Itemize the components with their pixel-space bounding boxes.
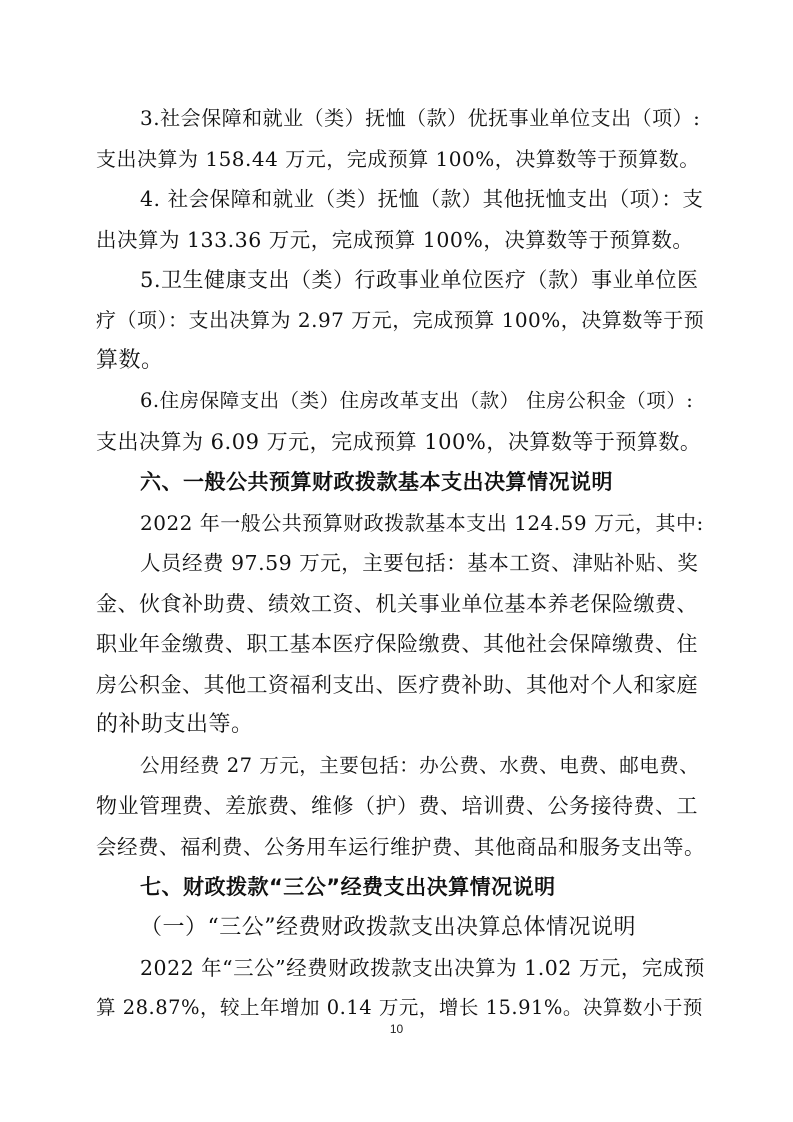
paragraph-line: 3.社会保障和就业（类）抚恤（款）优抚事业单位支出（项）: <box>140 106 701 130</box>
paragraph-line: 6.住房保障支出（类）住房改革支出（款） 住房公积金（项）: <box>140 389 694 412</box>
paragraph-line: 4. 社会保障和就业（类）抚恤（款）其他抚恤支出（项）：支 <box>140 187 704 211</box>
paragraph-line: 出决算为 133.36 万元，完成预算 100%，决算数等于预算数。 <box>96 228 694 252</box>
subsection-heading: （一）“三公”经费财政拨款支出决算总体情况说明 <box>140 915 636 940</box>
paragraph-line: 职业年金缴费、职工基本医疗保险缴费、其他社会保障缴费、住 <box>96 632 698 656</box>
paragraph-line: 疗（项）：支出决算为 2.97 万元，完成预算 100%，决算数等于预 <box>96 308 705 332</box>
paragraph-line: 物业管理费、差旅费、维修（护）费、培训费、公务接待费、工 <box>96 794 698 818</box>
paragraph-line: 支出决算为 6.09 万元，完成预算 100%，决算数等于预算数。 <box>96 430 702 454</box>
paragraph-line: 2022 年“三公”经费财政拨款支出决算为 1.02 万元，完成预 <box>140 956 705 980</box>
paragraph-line: 金、伙食补助费、绩效工资、机关事业单位基本养老保险缴费、 <box>96 592 698 616</box>
paragraph-line: 房公积金、其他工资福利支出、医疗费补助、其他对个人和家庭 <box>96 673 698 697</box>
paragraph-line: 5.卫生健康支出（类）行政事业单位医疗（款）事业单位医 <box>140 268 699 292</box>
page-number: 10 <box>389 1022 404 1036</box>
paragraph-line: 会经费、福利费、公务用车运行维护费、其他商品和服务支出等。 <box>96 835 705 859</box>
section-heading: 七、财政拨款“三公”经费支出决算情况说明 <box>140 875 556 899</box>
paragraph-line: 的补助支出等。 <box>96 712 254 737</box>
section-heading: 六、一般公共预算财政拨款基本支出决算情况说明 <box>140 470 613 494</box>
paragraph-line: 算 28.87%，较上年增加 0.14 万元，增长 15.91%。决算数小于预 <box>96 996 703 1019</box>
paragraph-line: 2022 年一般公共预算财政拨款基本支出 124.59 万元，其中: <box>140 511 704 535</box>
paragraph-line: 算数。 <box>96 348 164 373</box>
paragraph-line: 支出决算为 158.44 万元，完成预算 100%，决算数等于预算数。 <box>96 147 700 171</box>
paragraph-line: 人员经费 97.59 万元，主要包括：基本工资、津贴补贴、奖 <box>140 551 699 575</box>
paragraph-line: 公用经费 27 万元，主要包括：办公费、水费、电费、邮电费、 <box>140 754 700 777</box>
